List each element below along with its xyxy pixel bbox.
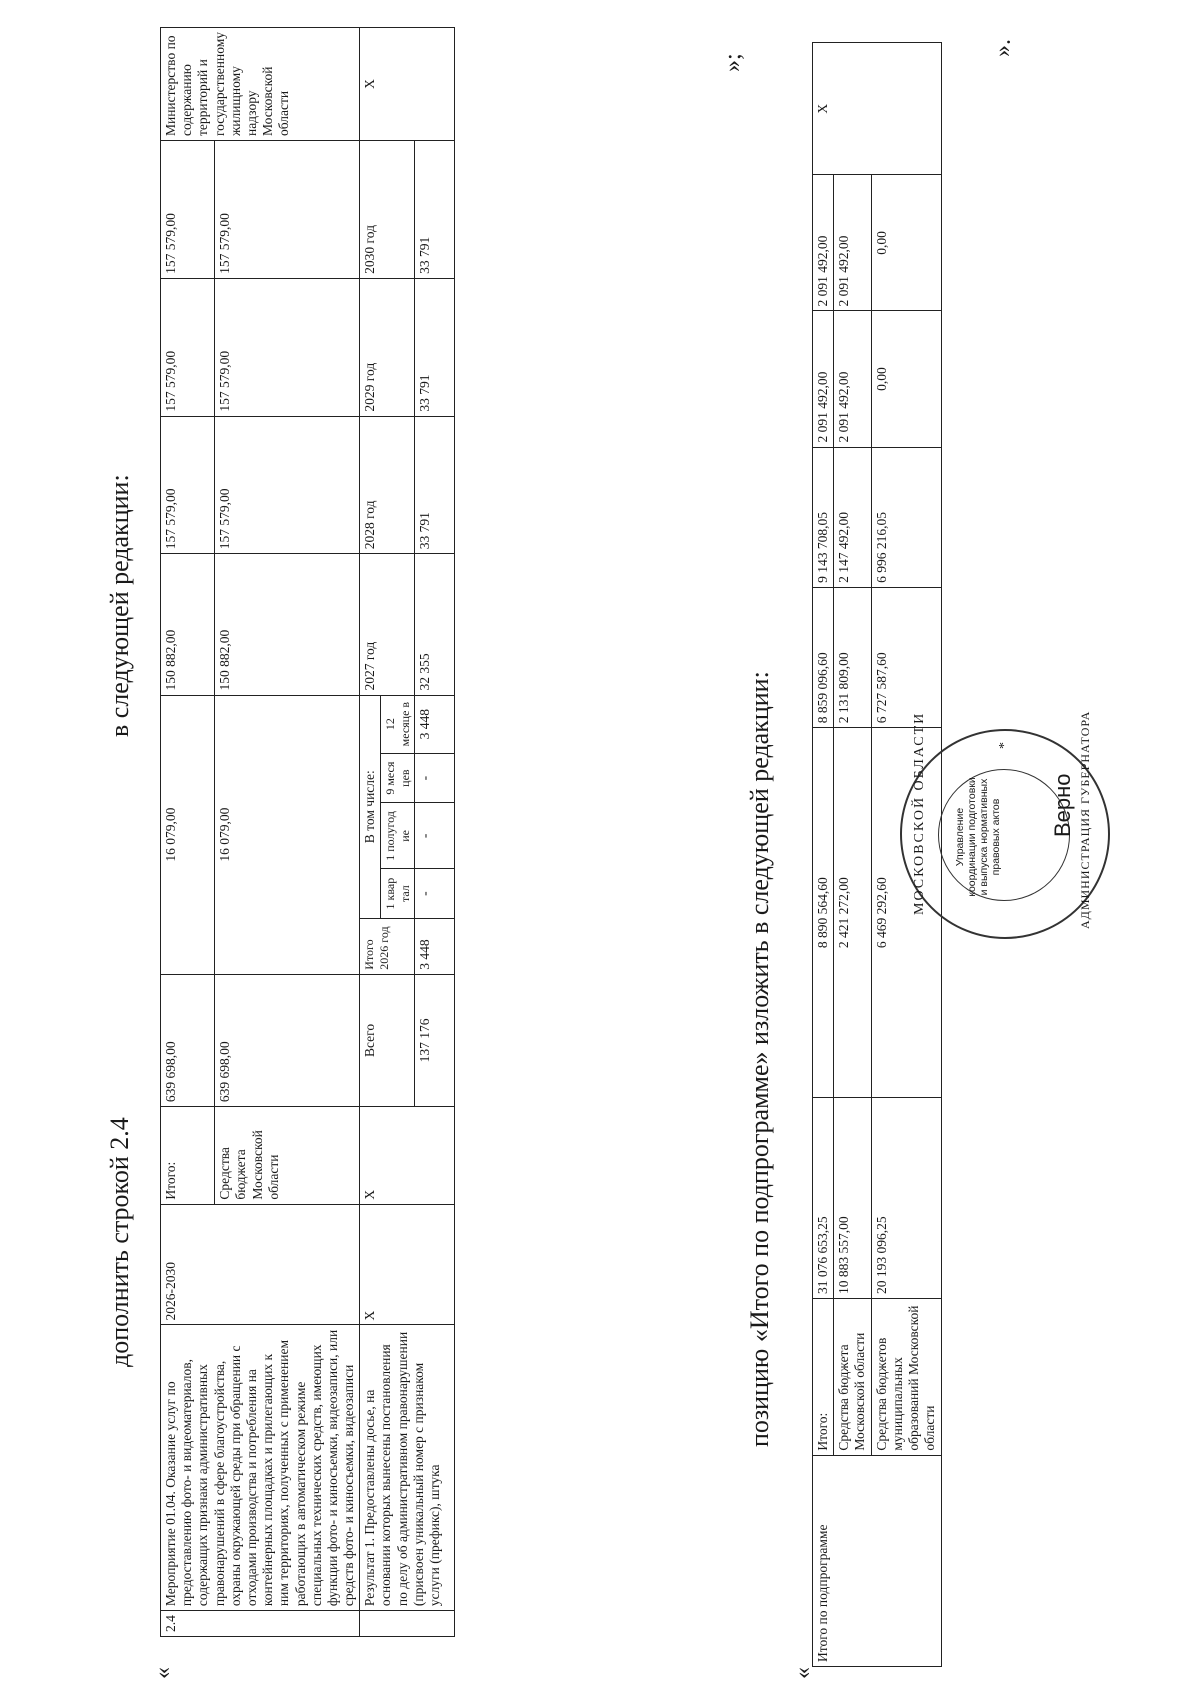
val-2027: 32 355 [415,554,455,695]
hdr-2029: 2029 год [360,278,415,416]
total-2029: 157 579,00 [161,278,215,416]
r3-label: Средства бюджетов муниципальных образований Московской области [871,1299,941,1456]
open-quote-2: « [790,1667,816,1679]
total-2027: 150 882,00 [161,554,215,695]
r2-2027: 2 131 809,00 [834,587,871,727]
r1-2027: 8 859 096,60 [813,587,834,727]
source-2030: 157 579,00 [215,141,360,279]
hdr-including: В том числе: [360,695,381,918]
r2-2030: 2 091 492,00 [834,175,871,311]
edition-heading: в следующей редакции: [105,474,134,737]
subprogram-x: Х [813,43,942,175]
r1-label: Итого: [813,1299,834,1456]
r3-2028: 6 996 216,05 [871,447,941,587]
close-quote-1: »; [720,53,746,72]
measure-table [160,27,455,1637]
r3-total: 20 193 096,25 [871,1098,941,1299]
stamp-center-text: Управление координации подготовки и выпуска нормативных правовых актов [954,777,1003,897]
stamp-ring-top: МОСКОВСКОЙ ОБЛАСТИ [912,711,927,915]
val-2028: 33 791 [415,416,455,554]
subprogram-name: Итого по подпрограмме [813,1455,942,1666]
r1-2028: 9 143 708,05 [813,447,834,587]
r2-label: Средства бюджета Московской области [834,1299,871,1456]
r3-2027: 6 727 587,60 [871,587,941,727]
val-m12: 3 448 [415,695,455,753]
source-2026: 16 079,00 [215,695,360,974]
val-2026: 3 448 [415,918,455,974]
hdr-h1: 1 полугод ие [381,803,415,869]
source-2029: 157 579,00 [215,278,360,416]
r3-2030: 0,00 [871,175,941,311]
stamp-ring-bottom: АДМИНИСТРАЦИЯ ГУБЕРНАТОРА [1078,710,1092,929]
r1-2029: 2 091 492,00 [813,311,834,447]
val-2029: 33 791 [415,278,455,416]
r3-2029: 0,00 [871,311,941,447]
source-2027: 150 882,00 [215,554,360,695]
val-m9: - [415,753,455,803]
r2-total: 10 883 557,00 [834,1098,871,1299]
total-2028: 157 579,00 [161,416,215,554]
hdr-m12: 12 месяце в [381,695,415,753]
val-total: 137 176 [415,974,455,1106]
r1-2030: 2 091 492,00 [813,175,834,311]
verno-mark: Верно [1050,773,1075,837]
r2-2028: 2 147 492,00 [834,447,871,587]
result-x-1: Х [360,1204,455,1325]
r1-total: 31 076 653,25 [813,1098,834,1299]
hdr-total: Всего [360,974,415,1106]
result-name: Результат 1. Предоставлены досье, на основании которых вынесены постановления по делу об административном правонарушении (присвоен уникальный номер с признаком услуги (префикс), штука [360,1325,455,1611]
close-quote-2: ». [990,39,1016,57]
r2-2029: 2 091 492,00 [834,311,871,447]
hdr-2030: 2030 год [360,141,415,279]
measure-name: Мероприятие 01.04. Оказание услуг по предоставлению фото- и видеоматериалов, содержащих признаки административных правонарушений в сфере благоустройства, охраны окружающей среды при обращении с отходами производства и потребления на контейнерных площадках и прилегающих к ним территориях, полученных с применением работающих в автоматическом режиме специальных технических средств, имеющих функции фото- и киносъемки, видеозаписи, или средств фото- и киносъемки, видеозаписи [161,1325,360,1611]
result-x-2: Х [360,1107,455,1204]
open-quote: « [150,1667,176,1679]
total-label: Итого: [161,1107,215,1204]
hdr-q1: 1 квар тал [381,869,415,919]
total-2030: 157 579,00 [161,141,215,279]
val-h1: - [415,803,455,869]
total-2026: 16 079,00 [161,695,215,974]
stamp-star: * [997,740,1012,749]
period: 2026-2030 [161,1204,360,1325]
val-2030: 33 791 [415,141,455,279]
source-sum: 639 698,00 [215,974,360,1106]
source-label: Средства бюджета Московской области [215,1107,360,1204]
result-x-3: Х [360,28,455,141]
row-number: 2.4 [161,1611,360,1637]
responsible: Министерство по содержанию территорий и государственному жилищному надзору Московской области [161,28,360,141]
add-line-heading: дополнить строкой 2.4 [105,1117,134,1367]
official-stamp [900,710,1110,939]
position-heading: позицию «Итого по подпрограмме» изложить в следующей редакции: [745,671,774,1447]
hdr-2028: 2028 год [360,416,415,554]
total-sum: 639 698,00 [161,974,215,1106]
hdr-total-2026: Итого 2026 год [360,918,415,974]
r2-2026: 2 421 272,00 [834,728,871,1098]
val-q1: - [415,869,455,919]
hdr-m9: 9 меся цев [381,753,415,803]
r3-2026: 6 469 292,60 [871,728,941,1098]
r1-2026: 8 890 564,60 [813,728,834,1098]
source-2028: 157 579,00 [215,416,360,554]
hdr-2027: 2027 год [360,554,415,695]
